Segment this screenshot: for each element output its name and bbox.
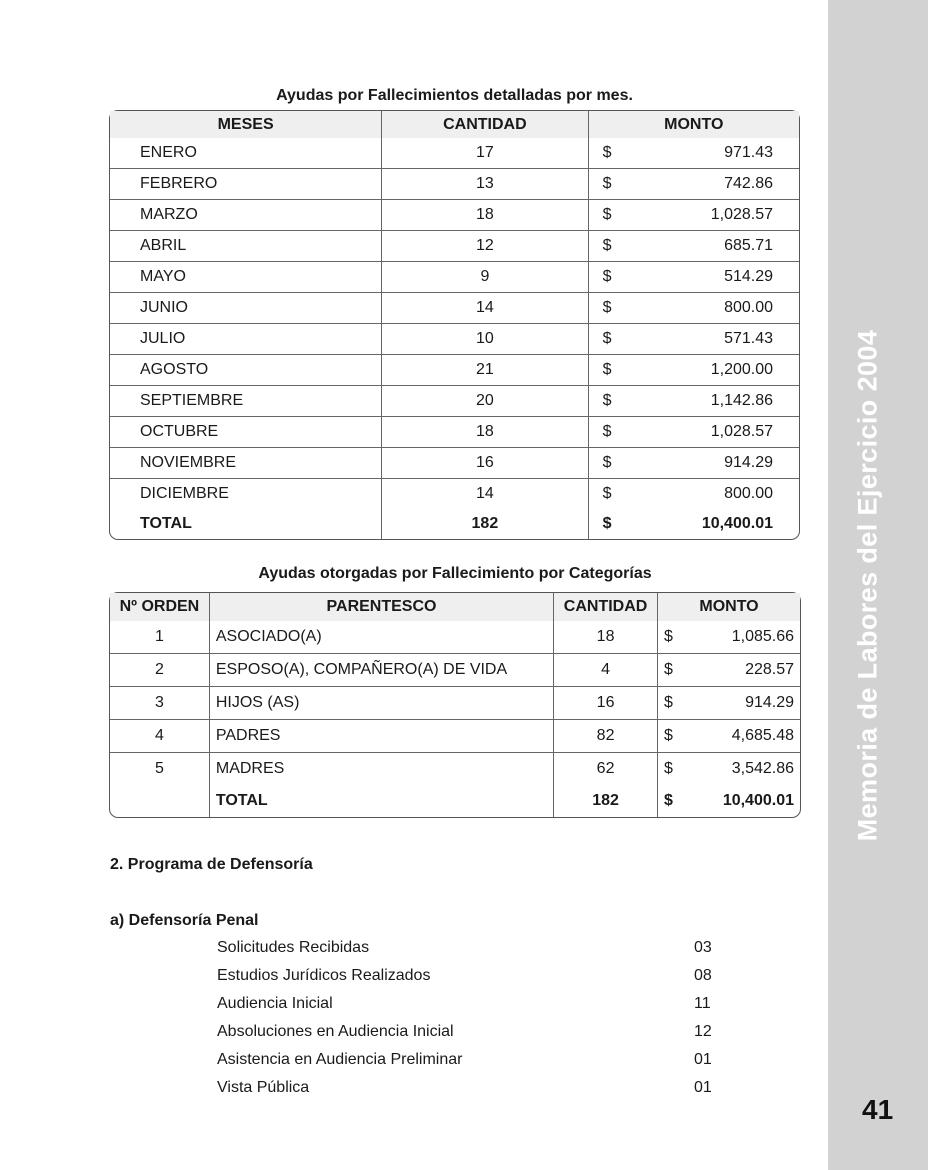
stat-value: 08 <box>694 967 712 984</box>
amount-value: 1,142.86 <box>710 392 773 409</box>
amount-value: 228.57 <box>745 661 794 678</box>
section-subheading: a) Defensoría Penal <box>110 912 259 929</box>
month-cell: JUNIO <box>110 293 382 324</box>
col-header-relation: PARENTESCO <box>210 593 554 621</box>
table-row <box>110 355 799 386</box>
amount-cell <box>658 720 800 753</box>
table-row <box>110 138 799 169</box>
col-header-amount: MONTO <box>589 111 799 138</box>
quantity-cell: 18 <box>554 621 658 654</box>
side-title: Memoria de Labores del Ejercicio 2004 <box>852 329 883 841</box>
order-cell: 1 <box>110 621 210 654</box>
table-row <box>110 169 799 200</box>
amount-value: 3,542.86 <box>731 760 794 777</box>
amount-value: 914.29 <box>724 454 773 471</box>
list-item <box>217 1079 717 1101</box>
total-amount-cell <box>658 785 800 817</box>
order-cell: 3 <box>110 687 210 720</box>
currency-symbol: $ <box>602 206 612 223</box>
currency-symbol: $ <box>602 330 612 347</box>
total-label: TOTAL <box>110 509 382 539</box>
quantity-cell: 12 <box>382 231 588 262</box>
table-row <box>110 417 799 448</box>
amount-cell <box>658 753 800 785</box>
month-cell: OCTUBRE <box>110 417 382 448</box>
table-total-row <box>110 509 799 539</box>
stat-label: Asistencia en Audiencia Preliminar <box>217 1051 463 1068</box>
currency-symbol: $ <box>602 268 612 285</box>
stat-value: 01 <box>694 1079 712 1096</box>
amount-cell <box>589 262 799 293</box>
quantity-cell: 14 <box>382 293 588 324</box>
table-total-row <box>110 785 800 817</box>
table-row <box>110 386 799 417</box>
amount-value: 800.00 <box>724 299 773 316</box>
amount-value: 685.71 <box>724 237 773 254</box>
currency-symbol: $ <box>602 361 612 378</box>
currency-symbol: $ <box>602 175 612 192</box>
stat-value: 12 <box>694 1023 712 1040</box>
list-item <box>217 939 717 961</box>
amount-cell <box>589 169 799 200</box>
relation-cell: MADRES <box>210 753 554 785</box>
relation-cell: HIJOS (AS) <box>210 687 554 720</box>
amount-cell <box>589 448 799 479</box>
amount-value: 742.86 <box>724 175 773 192</box>
total-quantity: 182 <box>554 785 658 817</box>
currency-symbol: $ <box>664 760 673 777</box>
total-empty-cell <box>110 785 210 817</box>
list-item <box>217 967 717 989</box>
currency-symbol: $ <box>664 628 673 645</box>
stat-label: Audiencia Inicial <box>217 995 333 1012</box>
relation-cell: ESPOSO(A), COMPAÑERO(A) DE VIDA <box>210 654 554 687</box>
table-header-row <box>110 111 799 138</box>
amount-cell <box>589 231 799 262</box>
stat-label: Absoluciones en Audiencia Inicial <box>217 1023 454 1040</box>
month-cell: AGOSTO <box>110 355 382 386</box>
month-cell: FEBRERO <box>110 169 382 200</box>
month-cell: ENERO <box>110 138 382 169</box>
month-cell: JULIO <box>110 324 382 355</box>
month-cell: NOVIEMBRE <box>110 448 382 479</box>
currency-symbol: $ <box>602 299 612 316</box>
col-header-amount: MONTO <box>658 593 800 621</box>
quantity-cell: 16 <box>554 687 658 720</box>
quantity-cell: 13 <box>382 169 588 200</box>
table-row <box>110 720 800 753</box>
stat-label: Solicitudes Recibidas <box>217 939 370 956</box>
stat-value: 11 <box>694 995 711 1012</box>
table-row <box>110 262 799 293</box>
quantity-cell: 82 <box>554 720 658 753</box>
amount-cell <box>589 386 799 417</box>
table-header-row <box>110 593 800 621</box>
currency-symbol: $ <box>664 792 673 809</box>
month-cell: DICIEMBRE <box>110 479 382 509</box>
table-row <box>110 654 800 687</box>
amount-cell <box>658 621 800 654</box>
table-row <box>110 293 799 324</box>
total-label: TOTAL <box>210 785 554 817</box>
amount-cell <box>658 654 800 687</box>
table-row <box>110 479 799 509</box>
currency-symbol: $ <box>602 515 612 532</box>
section-heading: 2. Programa de Defensoría <box>110 856 313 873</box>
quantity-cell: 20 <box>382 386 588 417</box>
category-deaths-table <box>109 592 801 818</box>
amount-cell <box>589 293 799 324</box>
table1-caption: Ayudas por Fallecimientos detalladas por mes. <box>276 87 633 104</box>
amount-value: 1,085.66 <box>731 628 794 645</box>
amount-cell <box>589 479 799 509</box>
quantity-cell: 17 <box>382 138 588 169</box>
table-row <box>110 621 800 654</box>
amount-value: 971.43 <box>724 144 773 161</box>
total-amount: 10,400.01 <box>722 792 794 809</box>
currency-symbol: $ <box>602 392 612 409</box>
table-row <box>110 200 799 231</box>
month-cell: ABRIL <box>110 231 382 262</box>
order-cell: 2 <box>110 654 210 687</box>
list-item <box>217 1051 717 1073</box>
list-item <box>217 995 717 1017</box>
amount-cell <box>589 417 799 448</box>
col-header-quantity: CANTIDAD <box>554 593 658 621</box>
amount-cell <box>589 355 799 386</box>
currency-symbol: $ <box>664 661 673 678</box>
quantity-cell: 62 <box>554 753 658 785</box>
currency-symbol: $ <box>602 454 612 471</box>
total-amount-cell <box>589 509 799 539</box>
month-cell: MARZO <box>110 200 382 231</box>
quantity-cell: 21 <box>382 355 588 386</box>
amount-cell <box>589 200 799 231</box>
stat-value: 01 <box>694 1051 712 1068</box>
quantity-cell: 10 <box>382 324 588 355</box>
currency-symbol: $ <box>602 237 612 254</box>
total-amount: 10,400.01 <box>701 515 773 532</box>
currency-symbol: $ <box>664 694 673 711</box>
list-item <box>217 1023 717 1045</box>
order-cell: 5 <box>110 753 210 785</box>
relation-cell: ASOCIADO(A) <box>210 621 554 654</box>
relation-cell: PADRES <box>210 720 554 753</box>
month-cell: SEPTIEMBRE <box>110 386 382 417</box>
currency-symbol: $ <box>664 727 673 744</box>
amount-value: 800.00 <box>724 485 773 502</box>
amount-cell <box>589 324 799 355</box>
amount-value: 571.43 <box>724 330 773 347</box>
col-header-months: MESES <box>110 111 382 138</box>
monthly-deaths-table <box>109 110 800 540</box>
currency-symbol: $ <box>602 485 612 502</box>
stat-value: 03 <box>694 939 712 956</box>
quantity-cell: 18 <box>382 200 588 231</box>
page-number: 41 <box>862 1094 894 1125</box>
amount-value: 4,685.48 <box>731 727 794 744</box>
quantity-cell: 9 <box>382 262 588 293</box>
table-row <box>110 324 799 355</box>
amount-value: 514.29 <box>724 268 773 285</box>
amount-value: 1,028.57 <box>710 423 773 440</box>
quantity-cell: 14 <box>382 479 588 509</box>
stat-label: Estudios Jurídicos Realizados <box>217 967 431 984</box>
table2-caption: Ayudas otorgadas por Fallecimiento por Categorías <box>258 565 652 582</box>
table-row <box>110 231 799 262</box>
amount-value: 1,028.57 <box>710 206 773 223</box>
amount-cell <box>589 138 799 169</box>
month-cell: MAYO <box>110 262 382 293</box>
stat-label: Vista Pública <box>217 1079 310 1096</box>
quantity-cell: 18 <box>382 417 588 448</box>
total-quantity: 182 <box>382 509 588 539</box>
quantity-cell: 16 <box>382 448 588 479</box>
amount-value: 1,200.00 <box>710 361 773 378</box>
order-cell: 4 <box>110 720 210 753</box>
amount-value: 914.29 <box>745 694 794 711</box>
table-row <box>110 687 800 720</box>
side-title-container <box>838 250 898 920</box>
amount-cell <box>658 687 800 720</box>
table-row <box>110 753 800 785</box>
col-header-quantity: CANTIDAD <box>382 111 588 138</box>
col-header-order: Nº ORDEN <box>110 593 210 621</box>
table-row <box>110 448 799 479</box>
quantity-cell: 4 <box>554 654 658 687</box>
currency-symbol: $ <box>602 423 612 440</box>
currency-symbol: $ <box>602 144 612 161</box>
